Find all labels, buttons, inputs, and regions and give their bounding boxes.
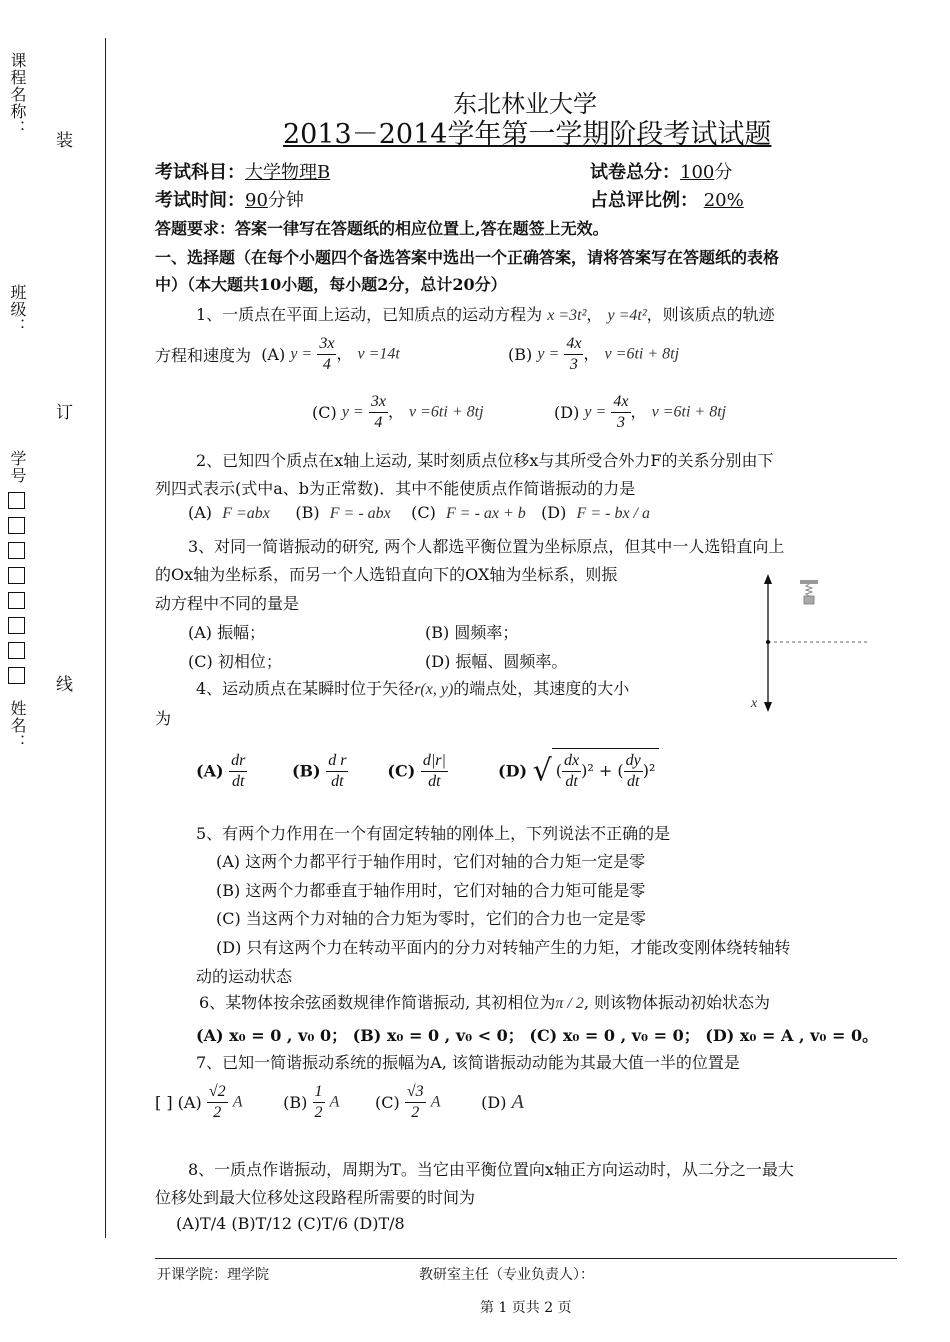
section1-heading-2: 中）（本大题共10小题，每小题2分，总计20分） — [155, 275, 507, 294]
subject-value: 大学物理B — [245, 162, 331, 183]
q1-stem-line1: 1、一质点在平面上运动，已知质点的运动方程为 x =3t²， y =4t²，则该质点的轨迹 — [196, 305, 775, 324]
q1-eq-x: x =3t² — [547, 307, 587, 324]
subject-label: 考试科目： — [155, 162, 245, 183]
q2-line2: 列四式表示(式中a、b为正常数)．其中不能使质点作简谐振动的力是 — [155, 479, 636, 498]
school-name: 东北林业大学 — [453, 90, 597, 118]
q3-spring-diagram — [740, 570, 880, 720]
footer-college: 开课学院：理学院 — [157, 1267, 269, 1283]
time-value: 90 — [245, 190, 268, 211]
student-id-label: 学号 — [8, 450, 27, 484]
student-id-boxes — [8, 492, 25, 692]
q5-option-c: (C) 当这两个力对轴的合力矩为零时，它们的合力也一定是零 — [216, 909, 646, 928]
time-unit: 分钟 — [267, 190, 304, 211]
q8-options: (A)T/4 (B)T/12 (C)T/6 (D)T/8 — [176, 1214, 405, 1233]
q3-line3: 动方程中不同的量是 — [155, 594, 300, 613]
q4-line2: 为 — [155, 709, 172, 728]
q1-a-label: (A) — [261, 345, 286, 364]
subject-row — [155, 158, 330, 184]
id-box[interactable] — [8, 642, 25, 659]
class-label: 班级： — [8, 284, 27, 335]
course-name-label: 课程名称： — [8, 52, 27, 137]
q8-line1: 8、一质点作谐振动，周期为T。当它由平衡位置向x轴正方向运动时，从二分之一最大 — [188, 1160, 794, 1179]
q1-option-b: (B) y = $\frac{4x}{3}$ ， v =6ti + 8tj — [508, 335, 680, 373]
time-label: 考试时间： — [155, 190, 245, 211]
q2-options: (A) F =abx (B) F = - abx (C) F = - ax + b (D) F = - bx / a — [188, 503, 650, 522]
q4-options: (A) $\frac{dr}{dt}$ (B) $\frac{\text{d r}}{dt}$ (C) $\frac{d|r|}{dt}$ (D) √( $\frac{dx}{dt}$ )² + ( $\frac{dy}{dt}$ )² — [196, 748, 659, 794]
footer-director: 教研室主任（专业负责人）： — [419, 1267, 594, 1283]
q3-line2: 的Ox轴为坐标系，而另一个人选铅直向下的OX轴为坐标系，则振 — [155, 565, 618, 584]
ratio-label: 占总评比例： — [590, 190, 698, 211]
ratio-value: 20% — [703, 190, 744, 211]
q1-eq-y: y =4t² — [607, 307, 647, 324]
q1-a-y: y = — [290, 345, 313, 363]
q1-option-c: (C) y = $\frac{3x}{4}$ ， v =6ti + 8tj — [312, 393, 484, 431]
id-box[interactable] — [8, 542, 25, 559]
q3-option-a: (A) 振幅； — [188, 623, 266, 642]
q5-option-d1: (D) 只有这两个力在转动平面内的分力对转轴产生的力矩，才能改变刚体绕转轴转 — [216, 938, 791, 957]
q1-line2: 方程和速度为 (A) y = $\frac{3x}{4}$ ， v =14t — [155, 335, 400, 373]
q1-d-fraction: $\frac{4x}{3}$ — [613, 393, 629, 431]
q5-option-d2: 动的运动状态 — [196, 967, 293, 986]
q1-a-v: v =14t — [357, 345, 400, 363]
binding-mark-xian: 线 — [56, 675, 73, 695]
total-value: 100 — [680, 162, 715, 183]
q4-line1: 4、运动质点在某瞬时位于矢径r(x, y)的端点处，其速度的大小 — [196, 679, 630, 698]
q1-b-fraction: $\frac{4x}{3}$ — [566, 335, 582, 373]
student-name-label: 姓名： — [8, 700, 27, 751]
q3-axis-label: x — [751, 696, 758, 711]
id-box[interactable] — [8, 492, 25, 509]
total-label: 试卷总分： — [590, 162, 680, 183]
binding-mark-ding: 订 — [56, 403, 73, 423]
section1-heading-1: 一、选择题（在每个小题四个备选答案中选出一个正确答案，请将答案写在答题纸的表格 — [155, 248, 780, 267]
q1-c-fraction: $\frac{3x}{4}$ — [370, 393, 386, 431]
q1-stem1: 1、一质点在平面上运动，已知质点的运动方程为 — [196, 305, 543, 324]
q1-stem2: ，则该质点的轨迹 — [646, 305, 775, 324]
q5-stem: 5、有两个力作用在一个有固定转轴的刚体上，下列说法不正确的是 — [196, 824, 671, 843]
answer-requirement: 答题要求：答案一律写在答题纸的相应位置上,答在题签上无效。 — [155, 219, 609, 238]
binding-line — [105, 38, 106, 1238]
ratio-row — [590, 186, 744, 212]
total-unit: 分 — [714, 162, 733, 183]
id-box[interactable] — [8, 567, 25, 584]
q6-options: (A) x₀ = 0 , v₀ 0； (B) x₀ = 0 , v₀ < 0； (C) x₀ = 0 , v₀ = 0； (D) x₀ = A , v₀ = 0。 — [196, 1026, 879, 1045]
total-row — [590, 158, 732, 184]
q1-stem3: 方程和速度为 — [155, 346, 252, 365]
binding-mark-zhuang: 装 — [56, 131, 73, 151]
q7-stem: 7、已知一简谐振动系统的振幅为A, 该简谐振动动能为其最大值一半的位置是 — [196, 1053, 740, 1072]
q3-option-b: (B) 圆频率； — [425, 623, 519, 642]
q1-option-d: (D) y = $\frac{4x}{3}$ ， v =6ti + 8tj — [554, 393, 727, 431]
q5-option-a: (A) 这两个力都平行于轴作用时，它们对轴的合力矩一定是零 — [216, 852, 646, 871]
q6-stem: 6、某物体按余弦函数规律作简谐振动, 其初相位为π / 2, 则该物体振动初始状态为 — [199, 993, 771, 1012]
id-box[interactable] — [8, 667, 25, 684]
q1-a-fraction: $\frac{3x}{4}$ — [319, 335, 335, 373]
id-box[interactable] — [8, 592, 25, 609]
page-number: 第 1 页共 2 页 — [480, 1300, 572, 1316]
id-box[interactable] — [8, 517, 25, 534]
time-row — [155, 186, 304, 212]
footer-divider — [155, 1258, 897, 1259]
q5-option-b: (B) 这两个力都垂直于轴作用时，它们对轴的合力矩可能是零 — [216, 881, 646, 900]
exam-title: 2013－2014学年第一学期阶段考试试题 — [283, 119, 772, 150]
q8-line2: 位移处到最大位移处这段路程所需要的时间为 — [155, 1188, 476, 1207]
id-box[interactable] — [8, 617, 25, 634]
q7-options: [ ] (A) $\frac{√2}{2}$ A (B) $\frac{1}{2}$ A (C) $\frac{√3}{2}$ A (D) A — [155, 1083, 524, 1121]
q3-line1: 3、对同一简谐振动的研究, 两个人都选平衡位置为坐标原点，但其中一人选铅直向上 — [188, 537, 785, 556]
q3-option-c: (C) 初相位； — [188, 652, 282, 671]
q2-line1: 2、已知四个质点在x轴上运动, 某时刻质点位移x与其所受合外力F的关系分别由下 — [196, 451, 774, 470]
q3-option-d: (D) 振幅、圆频率。 — [425, 652, 568, 671]
